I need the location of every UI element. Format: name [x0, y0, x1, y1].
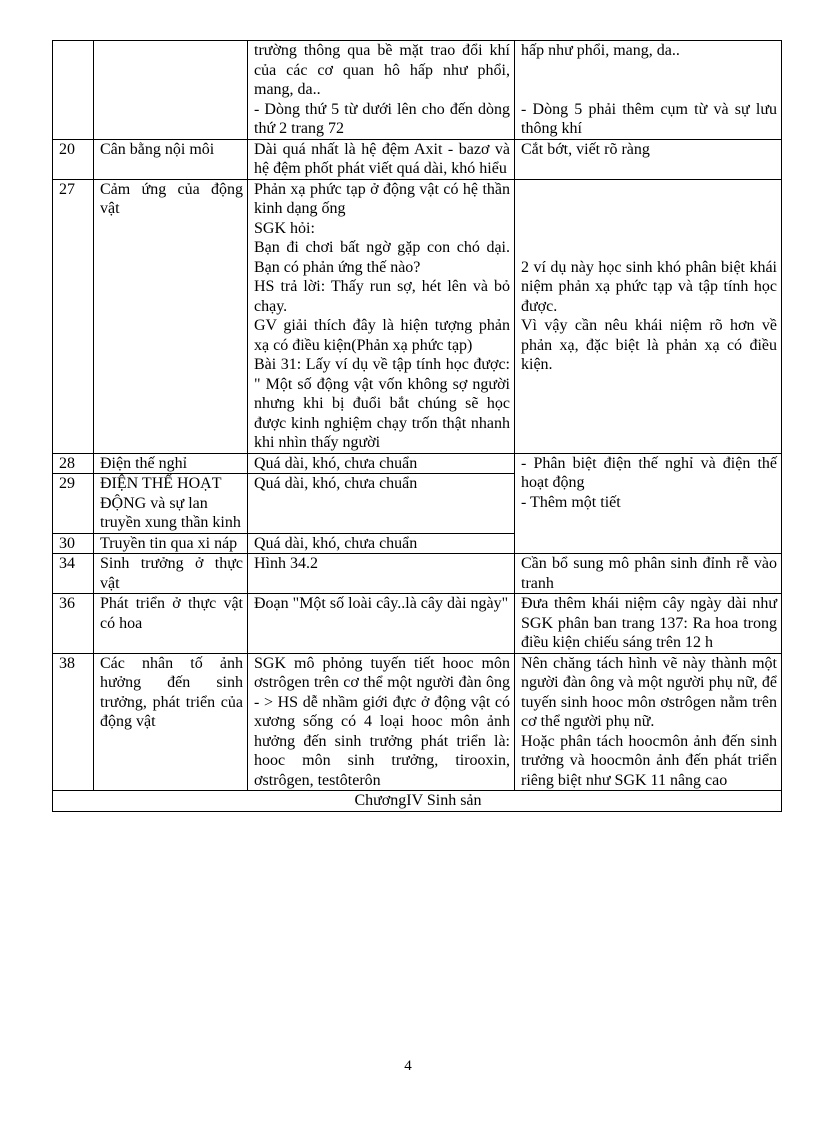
lesson-number: [53, 41, 94, 140]
lesson-title: [94, 41, 248, 140]
issue-content: trường thông qua bề mặt trao đổi khí của các cơ quan hô hấp như phổi, mang, da.. - Dòng thứ 5 từ dưới lên cho đến dòng thứ 2 trang 72: [248, 41, 515, 140]
section-title: ChươngIV Sinh sản: [53, 791, 782, 812]
issue-content: Phản xạ phức tạp ở động vật có hệ thần kinh dạng ống SGK hỏi: Bạn đi chơi bất ngờ gặp con chó dại. Bạn có phản ứng thế nào? HS trả lời: Thấy run sợ, hét lên và bỏ chạy. GV giải thích đây là hiện tượng phản xạ có điều kiện(Phản xạ phức tạp) Bài 31: Lấy ví dụ về tập tính học được: " Một số động vật vốn không sợ người nhưng khi bị đuổi bắt chúng sẽ học được kinh nghiệm chạy trốn thật nhanh khi nhìn thấy người: [248, 179, 515, 453]
lesson-number: 20: [53, 139, 94, 179]
table-row: [53, 41, 782, 140]
lesson-title: ĐIỆN THẾ HOẠT ĐỘNG và sự lan truyền xung thần kinh: [94, 474, 248, 534]
lesson-number: 36: [53, 594, 94, 654]
issue-content: Hình 34.2: [248, 554, 515, 594]
suggestion-text: Cần bổ sung mô phân sinh đỉnh rễ vào tranh: [515, 554, 782, 594]
lesson-title: Các nhân tố ảnh hưởng đến sinh trưởng, phát triển của động vật: [94, 653, 248, 791]
suggestion-text: - Phân biệt điện thế nghỉ và điện thế hoạt động - Thêm một tiết: [515, 453, 782, 554]
issue-content: SGK mô phỏng tuyến tiết hooc môn ơstrôgen trên cơ thể một người đàn ông - > HS dễ nhầm giới đực ở động vật có xương sống có 4 loại hooc môn ảnh hưởng đến sinh trưởng phát triển là: hooc môn sinh trưởng, tirooxin, ơstrôgen, testôterôn: [248, 653, 515, 791]
table-row: [53, 554, 782, 594]
table-row: [53, 139, 782, 179]
review-table: [52, 40, 782, 812]
lesson-number: 29: [53, 474, 94, 534]
lesson-number: 28: [53, 453, 94, 474]
section-row: [53, 791, 782, 812]
lesson-title: Phát triển ở thực vật có hoa: [94, 594, 248, 654]
lesson-number: 38: [53, 653, 94, 791]
suggestion-text: - Dòng 5 phải thêm cụm từ và sự lưu thông khí: [521, 100, 777, 137]
lesson-title: Cảm ứng của động vật: [94, 179, 248, 453]
lesson-title: Cân bằng nội môi: [94, 139, 248, 179]
lesson-number: 34: [53, 554, 94, 594]
table-row: [53, 653, 782, 791]
suggestion-cell: [515, 41, 782, 140]
table-row: [53, 594, 782, 654]
suggestion-text: hấp như phổi, mang, da..: [521, 42, 680, 59]
issue-content: Quá dài, khó, chưa chuẩn: [248, 533, 515, 554]
lesson-number: 27: [53, 179, 94, 453]
page-number: 4: [404, 1058, 412, 1074]
suggestion-text: Nên chăng tách hình vẽ này thành một người đàn ông và một người phụ nữ, để tuyến sinh hooc môn ơstrôgen nằm trên cơ thể người phụ nữ. Hoặc phân tách hoocmôn ảnh đến sinh trưởng và hoocmôn ảnh đến phát triển riêng biệt như SGK 11 nâng cao: [515, 653, 782, 791]
lesson-title: Điện thế nghỉ: [94, 453, 248, 474]
issue-content: Quá dài, khó, chưa chuẩn: [248, 474, 515, 534]
lesson-title: Sinh trưởng ở thực vật: [94, 554, 248, 594]
suggestion-text: 2 ví dụ này học sinh khó phân biệt khái niệm phản xạ phức tạp và tập tính học được. Vì vậy cần nêu khái niệm rõ hơn về phản xạ, đặc biệt là phản xạ có điều kiện.: [515, 179, 782, 453]
lesson-number: 30: [53, 533, 94, 554]
issue-content: Quá dài, khó, chưa chuẩn: [248, 453, 515, 474]
issue-content: Dài quá nhất là hệ đệm Axit - bazơ và hệ đệm phốt phát viết quá dài, khó hiểu: [248, 139, 515, 179]
lesson-title: Truyền tin qua xi náp: [94, 533, 248, 554]
suggestion-text: Đưa thêm khái niệm cây ngày dài như SGK phân ban trang 137: Ra hoa trong điều kiện chiếu sáng trên 12 h: [515, 594, 782, 654]
table-row: [53, 179, 782, 453]
suggestion-text: Cắt bớt, viết rõ ràng: [515, 139, 782, 179]
table-row: [53, 453, 782, 474]
issue-content: Đoạn "Một số loài cây..là cây dài ngày": [248, 594, 515, 654]
